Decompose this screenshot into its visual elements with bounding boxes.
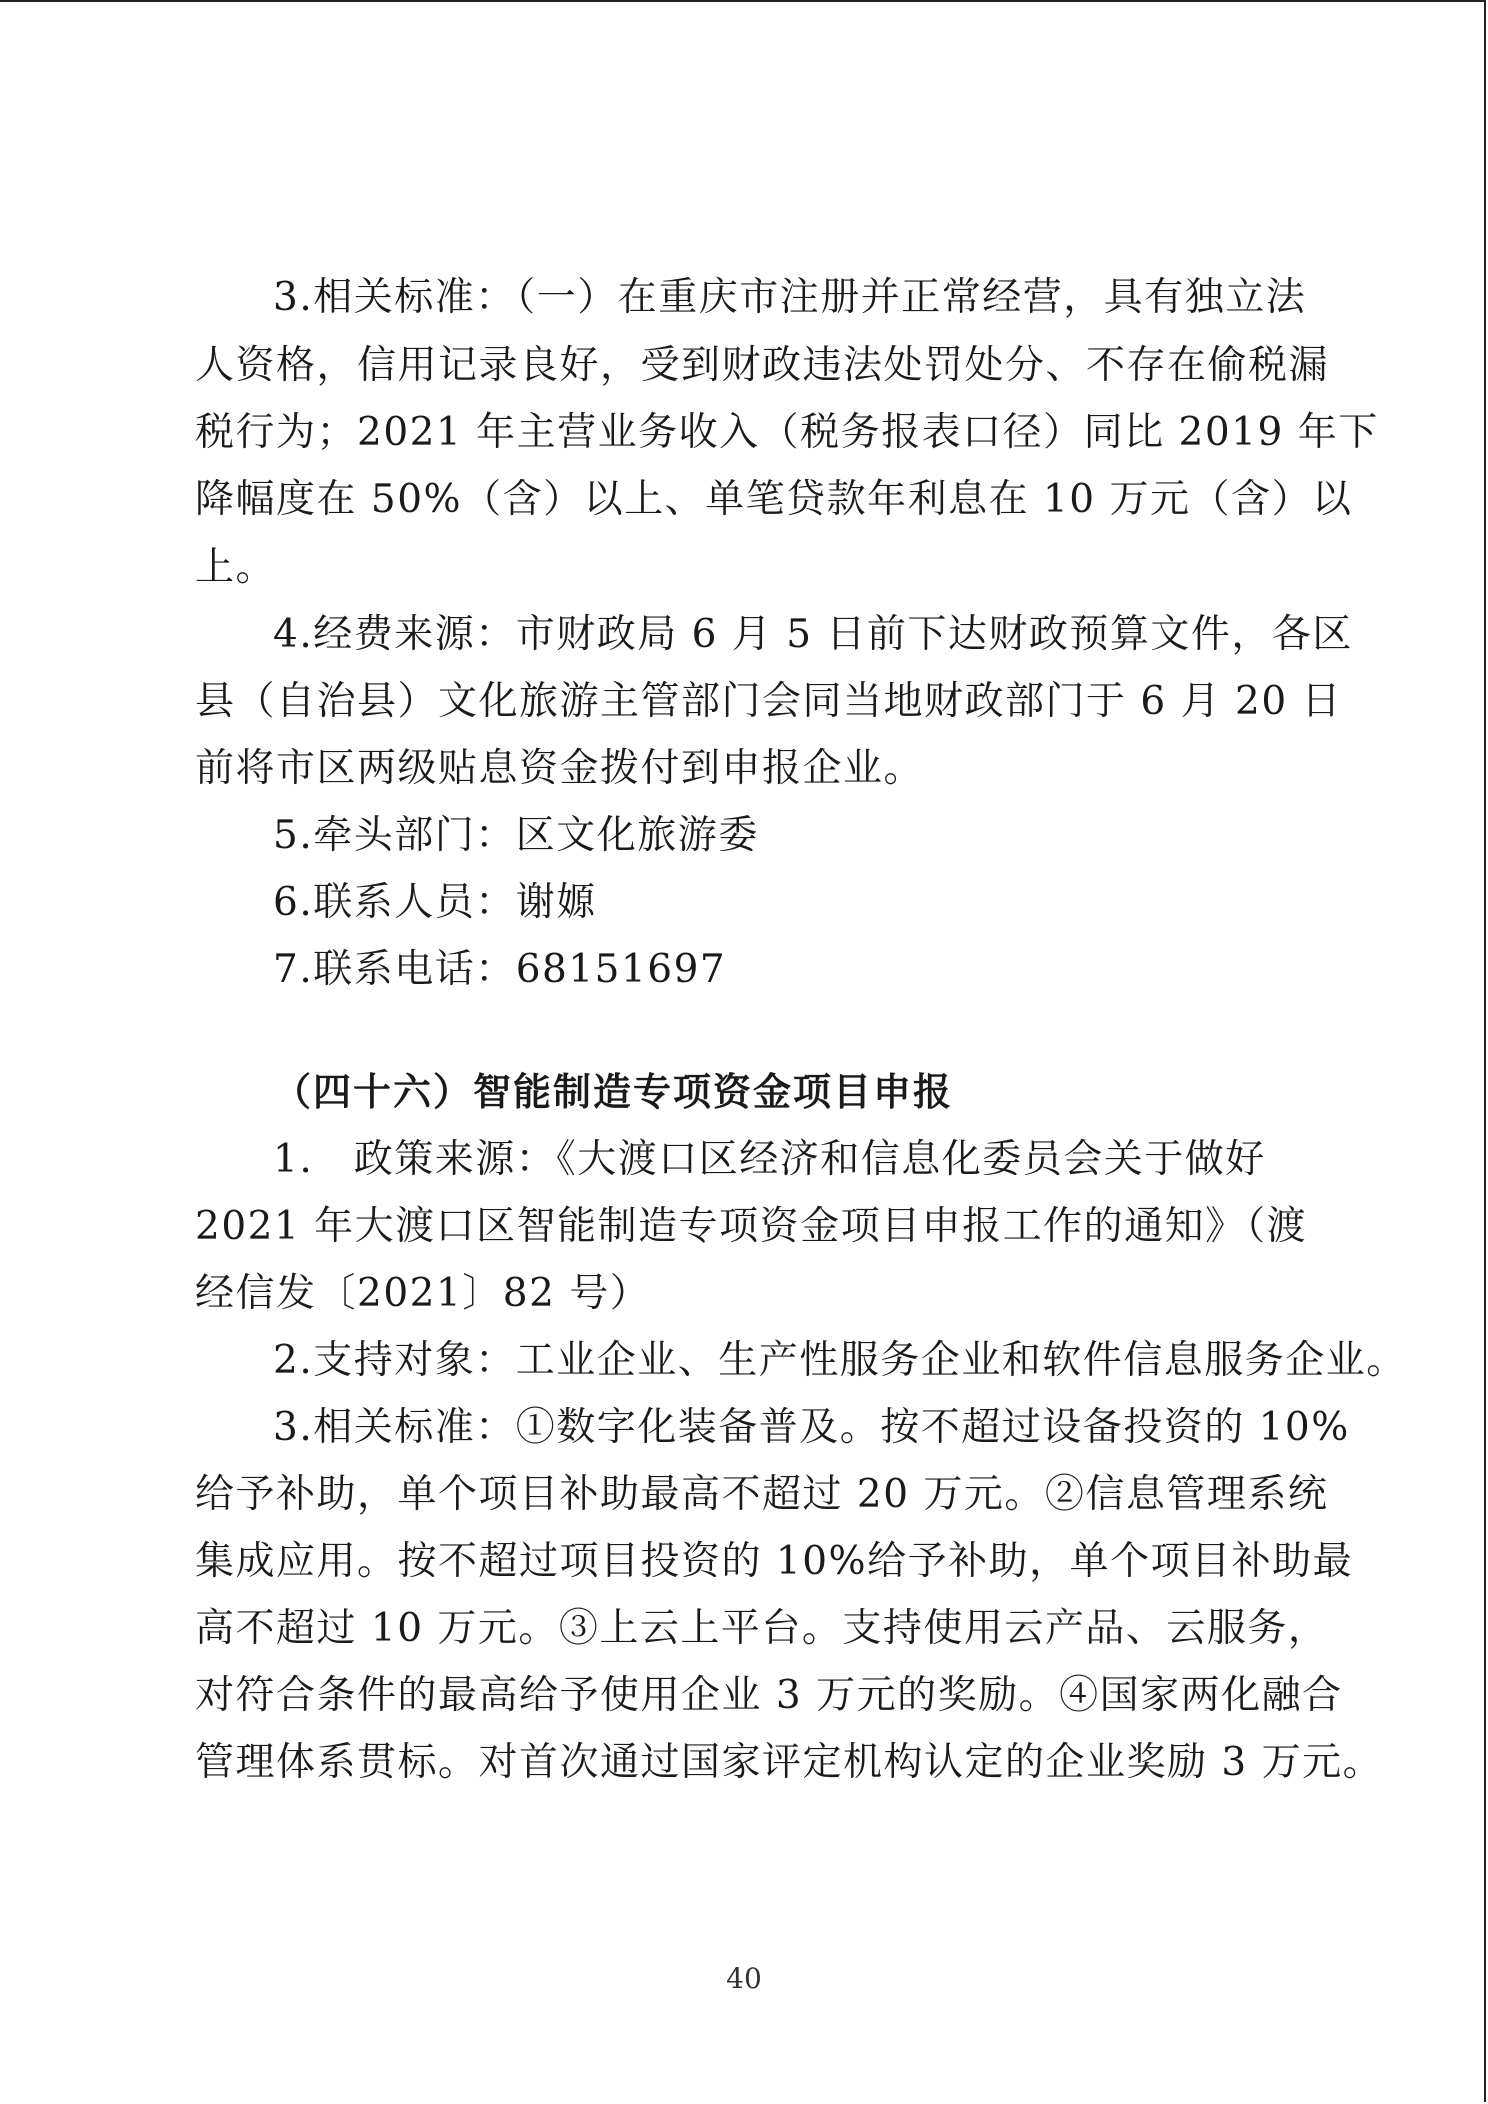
criteria-paragraph-line-4: 降幅度在 50%（含）以上、单笔贷款年利息在 10 万元（含）以 — [195, 477, 1353, 522]
standards-line-5: 对符合条件的最高给予使用企业 3 万元的奖励。④国家两化融合 — [195, 1673, 1343, 1718]
lead-department: 5.牵头部门：区文化旅游委 — [273, 813, 759, 858]
policy-source-line-2: 2021 年大渡口区智能制造专项资金项目申报工作的通知》（渡 — [195, 1204, 1308, 1249]
policy-source-line-1: 1. 政策来源：《大渡口区经济和信息化委员会关于做好 — [273, 1137, 1266, 1182]
standards-line-2: 给予补助，单个项目补助最高不超过 20 万元。②信息管理系统 — [195, 1472, 1329, 1517]
standards-line-4: 高不超过 10 万元。③上云上平台。支持使用云产品、云服务， — [195, 1606, 1329, 1651]
funding-paragraph-line-3: 前将市区两级贴息资金拨付到申报企业。 — [195, 746, 925, 791]
contact-person: 6.联系人员：谢嫄 — [273, 880, 597, 925]
support-target: 2.支持对象：工业企业、生产性服务企业和软件信息服务企业。 — [273, 1338, 1407, 1383]
criteria-paragraph-line-3: 税行为；2021 年主营业务收入（税务报表口径）同比 2019 年下 — [195, 410, 1379, 455]
standards-line-1: 3.相关标准：①数字化装备普及。按不超过设备投资的 10% — [273, 1405, 1350, 1450]
criteria-paragraph-line-5: 上。 — [195, 545, 277, 590]
page-number: 40 — [726, 1962, 762, 1995]
policy-source-line-3: 经信发〔2021〕82 号） — [195, 1271, 651, 1316]
funding-paragraph-line-2: 县（自治县）文化旅游主管部门会同当地财政部门于 6 月 20 日 — [195, 679, 1343, 724]
criteria-paragraph-line-2: 人资格，信用记录良好，受到财政违法处罚处分、不存在偷税漏 — [195, 343, 1330, 388]
standards-line-3: 集成应用。按不超过项目投资的 10%给予补助，单个项目补助最 — [195, 1539, 1354, 1584]
criteria-paragraph-line-1: 3.相关标准：（一）在重庆市注册并正常经营，具有独立法 — [273, 275, 1307, 320]
section-heading: （四十六）智能制造专项资金项目申报 — [273, 1070, 954, 1114]
funding-paragraph-line-1: 4.经费来源：市财政局 6 月 5 日前下达财政预算文件，各区 — [273, 612, 1353, 657]
contact-phone: 7.联系电话：68151697 — [273, 947, 727, 992]
standards-line-6: 管理体系贯标。对首次通过国家评定机构认定的企业奖励 3 万元。 — [195, 1740, 1384, 1785]
